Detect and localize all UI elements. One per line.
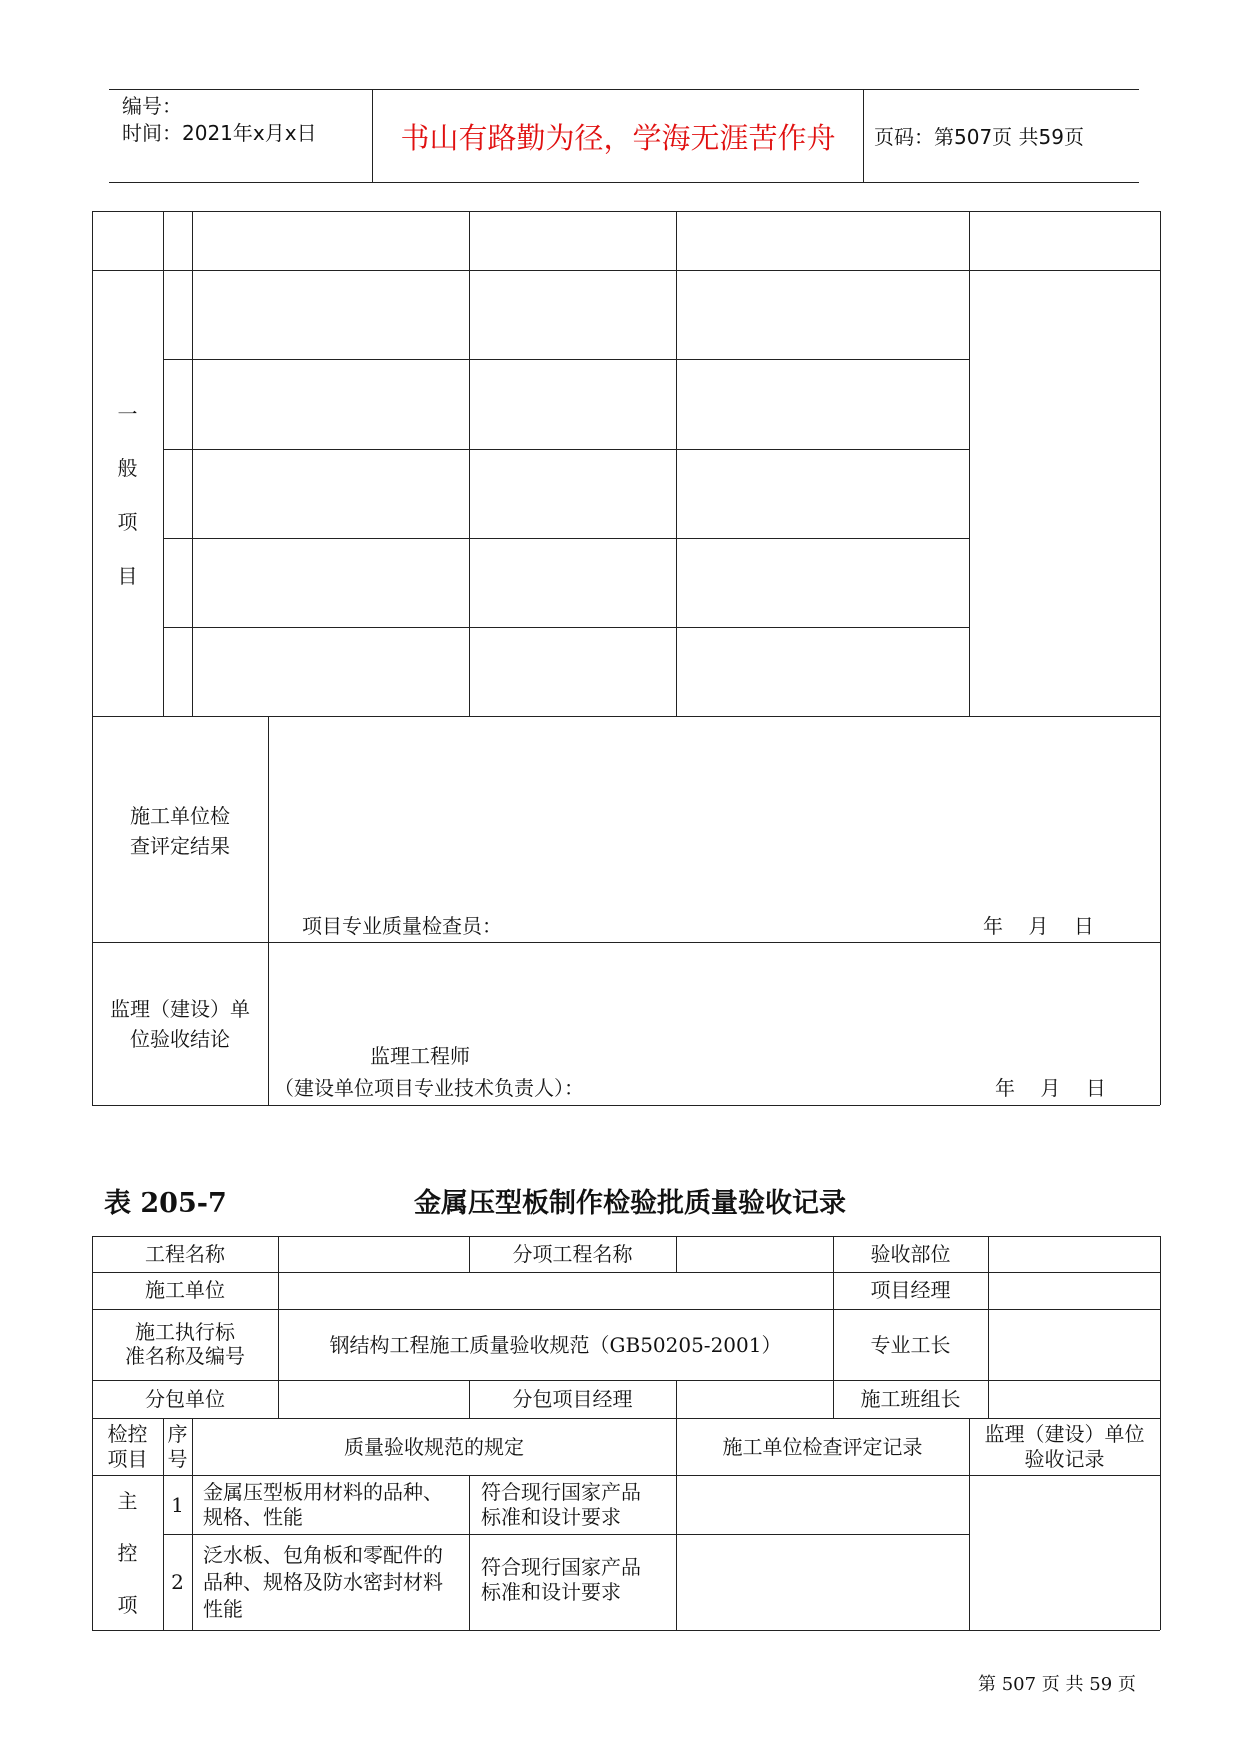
subcontractor-field[interactable] bbox=[280, 1382, 468, 1417]
general-items-char: 一 bbox=[117, 402, 138, 426]
table-line bbox=[676, 211, 677, 716]
control-item-label-2: 项目 bbox=[107, 1447, 148, 1471]
supervision-record-field[interactable] bbox=[971, 1477, 1159, 1629]
item-standard-line: 符合现行国家产品 bbox=[481, 1555, 641, 1579]
project-name-label: 工程名称 bbox=[145, 1242, 225, 1266]
control-item-label-1: 检控 bbox=[107, 1422, 148, 1446]
supervision-record-header-1: 监理（建设）单位 bbox=[984, 1422, 1145, 1446]
table-number: 表 205-7 bbox=[104, 1188, 227, 1219]
standard-label-1: 施工执行标 bbox=[135, 1320, 235, 1344]
form-line bbox=[92, 1475, 1160, 1476]
item-standard-line: 标准和设计要求 bbox=[481, 1505, 621, 1529]
header-number-label: 编号： bbox=[122, 94, 182, 118]
form-line bbox=[92, 1309, 1160, 1310]
general-items-char: 般 bbox=[117, 456, 138, 480]
general-items-char: 项 bbox=[117, 510, 138, 534]
table-line bbox=[969, 211, 970, 716]
standard-value: 钢结构工程施工质量验收规范（GB50205-2001） bbox=[329, 1333, 782, 1357]
general-items-char: 目 bbox=[117, 564, 138, 588]
item-requirement-line: 金属压型板用材料的品种、 bbox=[203, 1480, 443, 1504]
construction-check-label-2: 查评定结果 bbox=[130, 834, 230, 858]
form-line bbox=[92, 1630, 1160, 1631]
date-field-2: 年 月 日 bbox=[995, 1076, 1106, 1100]
seq-label-2: 号 bbox=[167, 1447, 188, 1471]
table-line bbox=[163, 627, 969, 628]
header-page-label: 页码：第507页 共59页 bbox=[874, 125, 1084, 149]
construction-record-header: 施工单位检查评定记录 bbox=[722, 1435, 923, 1459]
form-line bbox=[278, 1236, 279, 1418]
foreman-field[interactable] bbox=[990, 1311, 1159, 1379]
item-requirement-line: 规格、性能 bbox=[203, 1505, 303, 1529]
item-requirement-line: 品种、规格及防水密封材料 bbox=[203, 1570, 443, 1594]
table-line bbox=[469, 211, 470, 716]
form-line bbox=[988, 1236, 989, 1418]
table-line bbox=[163, 538, 969, 539]
table-line bbox=[163, 211, 164, 716]
item-construction-record-field[interactable] bbox=[678, 1536, 968, 1629]
team-leader-label: 施工班组长 bbox=[860, 1387, 961, 1411]
construction-unit-label: 施工单位 bbox=[145, 1278, 225, 1302]
tech-leader-label: （建设单位项目专业技术负责人）： bbox=[274, 1076, 584, 1100]
sub-project-manager-label: 分包项目经理 bbox=[512, 1387, 633, 1411]
table-line bbox=[92, 1105, 1160, 1106]
form-line bbox=[92, 1236, 1160, 1237]
table-line bbox=[92, 716, 1160, 717]
form-line bbox=[92, 1272, 1160, 1273]
project-manager-label: 项目经理 bbox=[870, 1278, 951, 1302]
header-divider-left bbox=[372, 89, 373, 182]
table-line bbox=[1160, 211, 1161, 1105]
table-line bbox=[92, 942, 1160, 943]
construction-check-label-1: 施工单位检 bbox=[130, 804, 230, 828]
general-items-label bbox=[92, 395, 163, 595]
table-line bbox=[92, 211, 93, 1105]
acceptance-part-field[interactable] bbox=[990, 1238, 1159, 1271]
supervision-record-header-2: 验收记录 bbox=[1024, 1447, 1105, 1471]
form-line bbox=[92, 1418, 1160, 1419]
sub-project-name-field[interactable] bbox=[678, 1238, 832, 1271]
standard-label-2: 准名称及编号 bbox=[125, 1344, 245, 1368]
engineer-label: 监理工程师 bbox=[370, 1044, 470, 1068]
date-field-1: 年 月 日 bbox=[983, 914, 1094, 938]
form-line bbox=[676, 1380, 677, 1418]
form-line bbox=[469, 1475, 470, 1630]
header-divider-right bbox=[863, 89, 864, 182]
main-control-char: 项 bbox=[117, 1593, 138, 1617]
main-control-label bbox=[92, 1478, 163, 1628]
main-control-char: 控 bbox=[117, 1541, 138, 1565]
footer-page-number: 第 507 页 共 59 页 bbox=[978, 1674, 1136, 1695]
form-line bbox=[676, 1236, 677, 1273]
project-name-field[interactable] bbox=[280, 1238, 468, 1271]
inspector-label: 项目专业质量检查员： bbox=[302, 914, 502, 938]
team-leader-field[interactable] bbox=[990, 1382, 1159, 1417]
table-line bbox=[163, 359, 969, 360]
item-standard-line: 符合现行国家产品 bbox=[481, 1480, 641, 1504]
sub-project-manager-field[interactable] bbox=[678, 1382, 832, 1417]
header-top-line bbox=[109, 89, 1139, 90]
subcontractor-label: 分包单位 bbox=[145, 1387, 225, 1411]
item-seq: 1 bbox=[171, 1493, 184, 1517]
item-requirement-line: 泛水板、包角板和零配件的 bbox=[203, 1543, 443, 1567]
item-construction-record-field[interactable] bbox=[678, 1477, 968, 1533]
table-line bbox=[163, 449, 969, 450]
table-line bbox=[268, 716, 269, 1105]
supervision-label-2: 位验收结论 bbox=[130, 1027, 230, 1051]
main-control-char: 主 bbox=[117, 1489, 138, 1513]
item-seq: 2 bbox=[171, 1570, 184, 1594]
construction-unit-field[interactable] bbox=[280, 1274, 832, 1308]
table-line bbox=[192, 211, 193, 716]
form-line bbox=[92, 1380, 1160, 1381]
header-bottom-line bbox=[109, 182, 1139, 183]
form-line bbox=[163, 1534, 969, 1535]
sub-project-name-label: 分项工程名称 bbox=[512, 1242, 633, 1266]
table-line bbox=[92, 270, 1160, 271]
supervision-label-1: 监理（建设）单 bbox=[110, 997, 250, 1021]
table-line bbox=[92, 211, 1160, 212]
acceptance-part-label: 验收部位 bbox=[870, 1242, 951, 1266]
item-requirement-line: 性能 bbox=[203, 1597, 243, 1621]
foreman-label: 专业工长 bbox=[870, 1333, 951, 1357]
form-line bbox=[1160, 1236, 1161, 1630]
seq-label-1: 序 bbox=[167, 1422, 188, 1446]
spec-column-header: 质量验收规范的规定 bbox=[344, 1435, 524, 1459]
header-time-label: 时间：2021年x月x日 bbox=[122, 121, 317, 145]
project-manager-field[interactable] bbox=[990, 1274, 1159, 1308]
form-title: 金属压型板制作检验批质量验收记录 bbox=[414, 1188, 846, 1219]
item-standard-line: 标准和设计要求 bbox=[481, 1580, 621, 1604]
header-motto: 书山有路勤为径，学海无涯苦作舟 bbox=[400, 121, 836, 155]
